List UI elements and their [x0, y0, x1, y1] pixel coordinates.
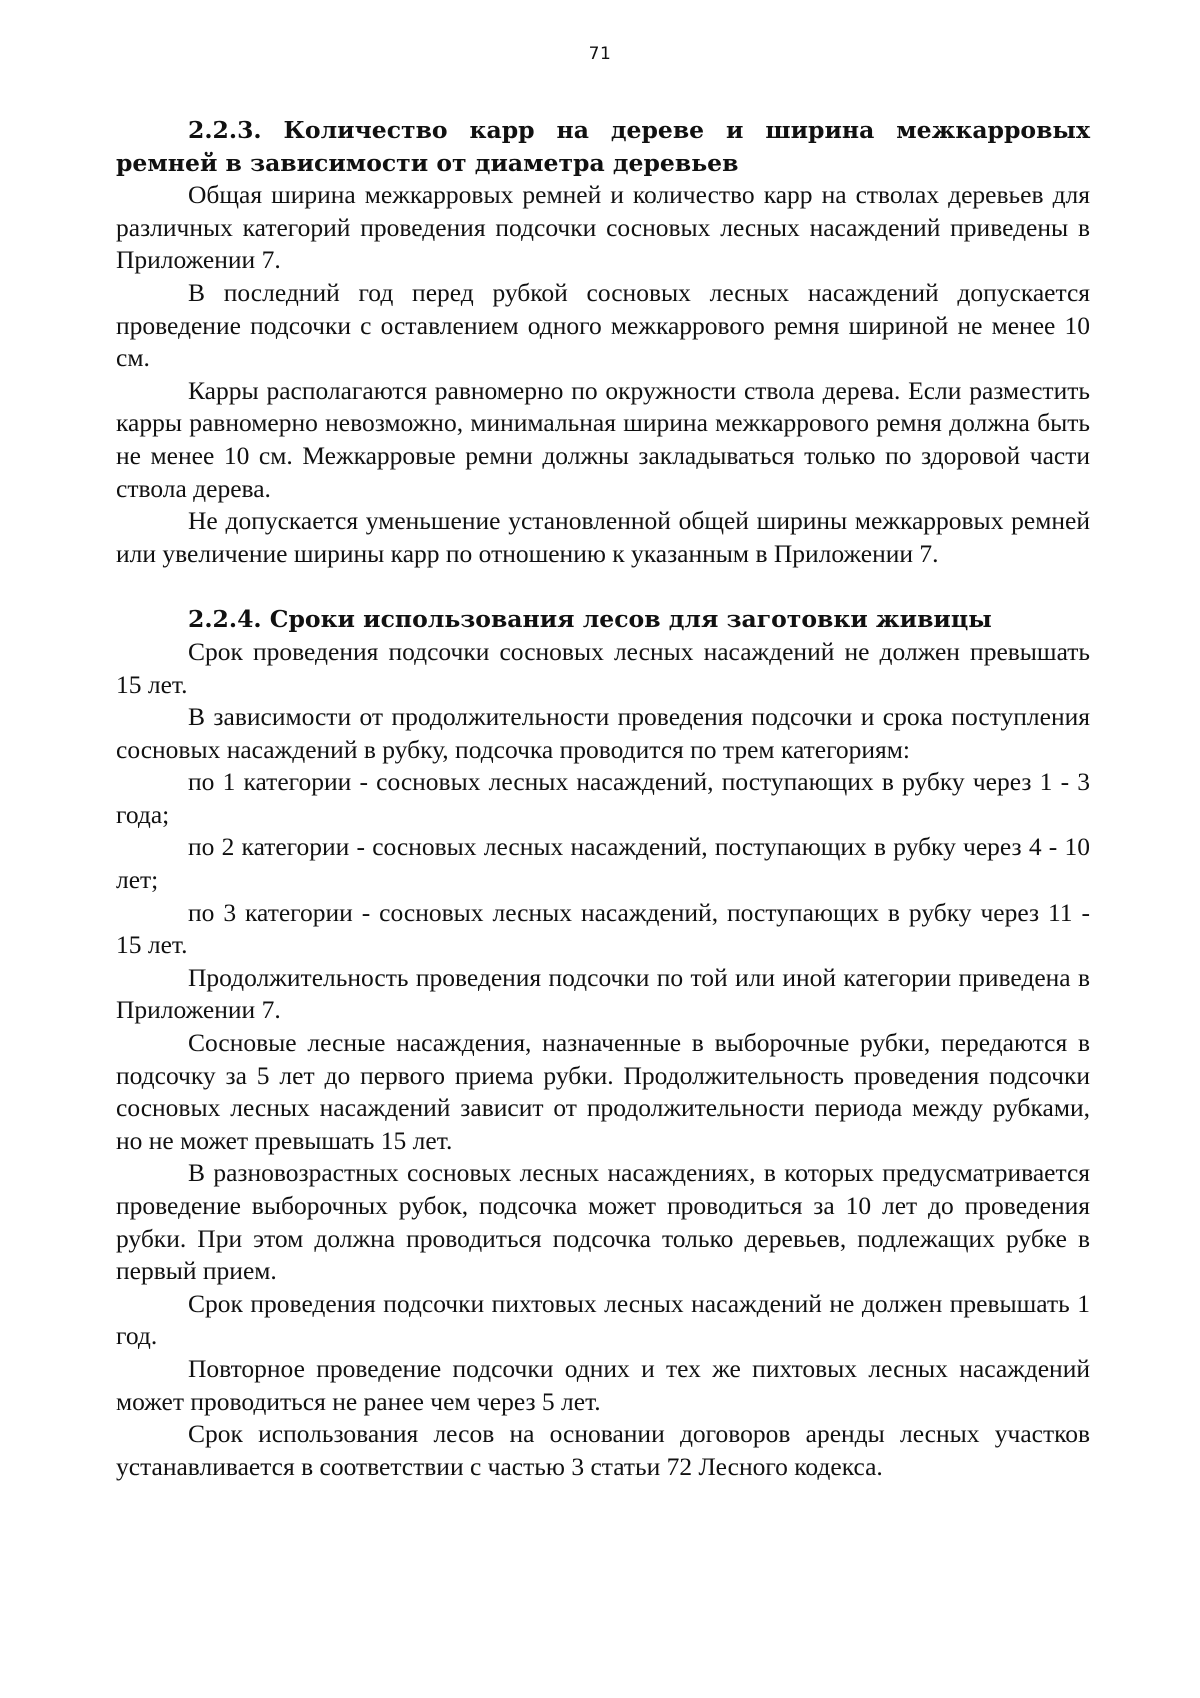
paragraph: В разновозрастных сосновых лесных насаждениях, в которых предусматривается проведение выборочных рубок, подсочка может проводиться за 10 лет до проведения рубки. При этом должна проводиться подсочка только деревьев, подлежащих рубке в первый прием.	[116, 1158, 1090, 1286]
paragraph: Общая ширина межкарровых ремней и количество карр на стволах деревьев для различных категорий проведения подсочки сосновых лесных насаждений приведены в Приложении 7.	[116, 180, 1090, 275]
paragraph: В последний год перед рубкой сосновых лесных насаждений допускается проведение подсочки с оставлением одного межкаррового ремня шириной не менее 10 см.	[116, 277, 1090, 373]
document-body	[116, 114, 1090, 1483]
list-item-category-1: по 1 категории - сосновых лесных насаждений, поступающих в рубку через 1 - 3 года;	[116, 767, 1090, 829]
paragraph: Повторное проведение подсочки одних и тех же пихтовых лесных насаждений может проводиться не ранее чем через 5 лет.	[116, 1353, 1090, 1416]
paragraph: Срок проведения подсочки сосновых лесных насаждений не должен превышать 15 лет.	[116, 636, 1090, 699]
paragraph: Продолжительность проведения подсочки по той или иной категории приведена в Приложении 7.	[116, 962, 1090, 1025]
paragraph: В зависимости от продолжительности проведения подсочки и срока поступления сосновых насаждений в рубку, подсочка проводится по трем категориям:	[116, 702, 1090, 764]
paragraph: Срок использования лесов на основании договоров аренды лесных участков устанавливается в соответствии с частью 3 статьи 72 Лесного кодекса.	[116, 1419, 1090, 1481]
section-spacer	[116, 570, 1090, 603]
list-item-category-2: по 2 категории - сосновых лесных насаждений, поступающих в рубку через 4 - 10 лет;	[116, 832, 1090, 895]
section-heading-2-2-3: 2.2.3. Количество карр на дереве и ширина межкарровых ремней в зависимости от диаметра деревьев	[116, 116, 1090, 177]
paragraph: Сосновые лесные насаждения, назначенные в выборочные рубки, передаются в подсочку за 5 лет до первого приема рубки. Продолжительность проведения подсочки сосновых лесных насаждений зависит от продолжительности периода между рубками, но не может превышать 15 лет.	[116, 1028, 1090, 1155]
paragraph: Не допускается уменьшение установленной общей ширины межкарровых ремней или увеличение ширины карр по отношению к указанным в Приложении 7.	[116, 506, 1090, 568]
section-heading-2-2-4: 2.2.4. Сроки использования лесов для заготовки живицы	[188, 605, 992, 634]
paragraph: Карры располагаются равномерно по окружности ствола дерева. Если разместить карры равномерно невозможно, минимальная ширина межкаррового ремня должна быть не менее 10 см. Межкарровые ремни должны закладываться только по здоровой части ствола дерева.	[116, 375, 1090, 503]
list-item-category-3: по 3 категории - сосновых лесных насаждений, поступающих в рубку через 11 - 15 лет.	[116, 897, 1090, 960]
paragraph: Срок проведения подсочки пихтовых лесных насаждений не должен превышать 1 год.	[116, 1288, 1090, 1351]
page-number: 71	[588, 44, 612, 64]
